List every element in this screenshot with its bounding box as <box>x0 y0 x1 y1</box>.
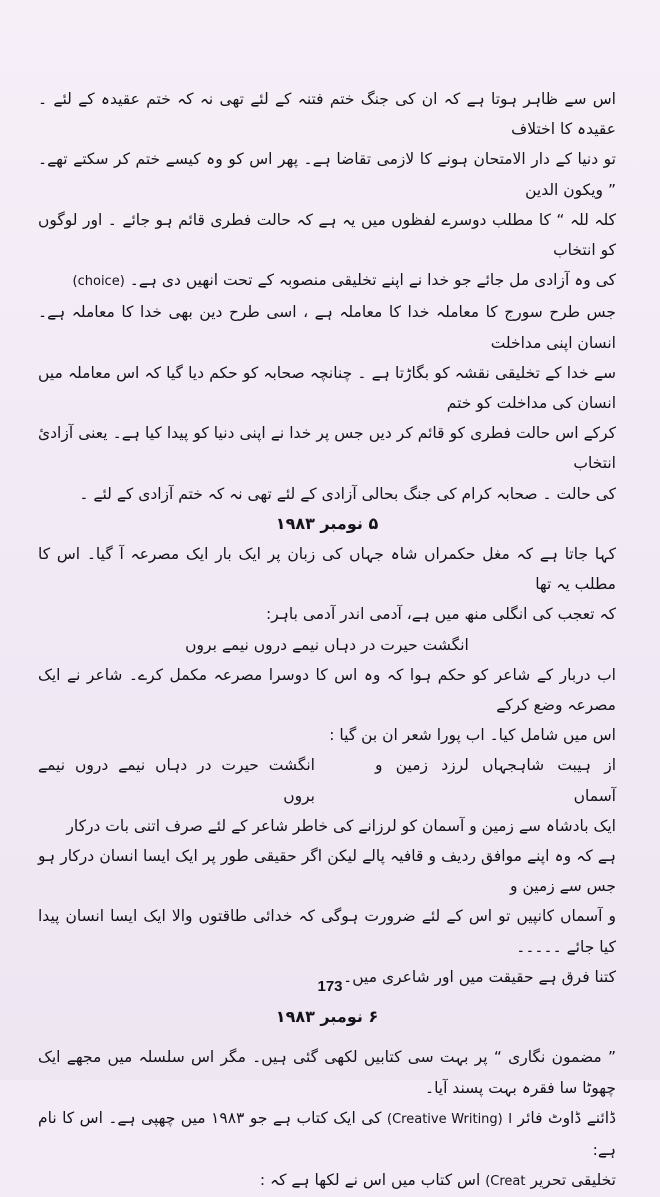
english-term-creative-partial: (Creat <box>485 1174 526 1190</box>
text-line: و آسماں کانپیں تو اس کے لئے ضرورت ہوگی کہ خدائی طاقتوں والا ایک ایسا انسان پیدا کیا جائے ۔۔۔۔۔ <box>38 907 616 956</box>
text-line: اس میں شامل کیا۔ اب پورا شعر ان بن گیا : <box>329 726 616 745</box>
text-line <box>38 1165 616 1197</box>
text-line: اس سے ظاہر ہوتا ہے کہ ان کی جنگ ختم فتنہ کے لئے تھی نہ کہ ختم عقیدہ کے لئے ۔ عقیدہ کا اختلاف <box>38 90 616 139</box>
text-line: کتنا فرق ہے حقیقت میں اور شاعری میں۔ <box>343 967 616 986</box>
text-line: ہے کہ وہ اپنے موافق ردیف و قافیہ پالے لیکن اگر حقیقی طور پر ایک ایسا انسان درکار ہو جس سے زمین و <box>38 847 616 896</box>
text-line: کی حالت ۔ صحابہ کرام کی جنگ بحالی آزادی کے لئے تھی نہ کہ ختم آزادی کے لئے ۔ <box>79 484 616 503</box>
text-line: ” مضمون نگاری “ پر بہت سی کتابیں لکھی گئی ہیں۔ مگر اس سلسلہ میں مجھے ایک چھوٹا سا فقرہ بہت پسند آیا۔ <box>38 1048 616 1097</box>
diary-date: ۶ نومبر ۱۹۸۳ <box>275 1007 379 1027</box>
english-term-choice: (choice) <box>72 274 125 290</box>
text-line: ایک بادشاہ سے زمین و آسمان کو لرزانے کی خاطر شاعر کے لئے صرف اتنی بات درکار <box>66 816 616 835</box>
english-term-creative-writing: (Creative Writing) <box>387 1111 503 1127</box>
couplet-first-hemistich: از ہیبت شاہجہاں لرزد زمین و آسماں <box>375 756 616 805</box>
urdu-text: تخلیقی تحریر <box>530 1171 616 1190</box>
couplet-second-hemistich: انگشت حیرت در دہاں نیمے دروں نیمے بروں <box>38 756 315 805</box>
urdu-text: کی ایک کتاب ہے جو ۱۹۸۳ میں چھپی ہے۔ اس کا نام ہے: <box>38 1108 616 1159</box>
diary-entry-2 <box>38 1042 616 1197</box>
urdu-text: اس کتاب میں اس نے لکھا ہے کہ : <box>259 1171 481 1190</box>
text-line: کہا جاتا ہے کہ مغل حکمراں شاہ جہاں کی زبان پر ایک بار ایک مصرعہ آ گیا۔ اس کا مطلب یہ تھا <box>38 545 616 594</box>
diary-entry-1 <box>38 539 616 992</box>
text-line: اب دربار کے شاعر کو حکم ہوا کہ وہ اس کا دوسرا مصرعہ مکمل کرے۔ شاعر نے ایک مصرعہ وضع کرکے <box>38 665 616 715</box>
urdu-text: کی وہ آزادی مل جائے جو خدا نے اپنے تخلیقی منصوبہ کے تحت انھیں دی ہے۔ <box>129 271 616 290</box>
page-number: 173 <box>317 978 343 995</box>
text-line: تو دنیا کے دار الامتحان ہونے کا لازمی تقاضا ہے۔ پھر اس کو وہ کیسے ختم کر سکتے تھے۔ ” ویکون الدین <box>38 150 616 199</box>
diary-date: ۵ نومبر ۱۹۸۳ <box>275 513 379 533</box>
text-line: کلہ للہ “ کا مطلب دوسرے لفظوں میں یہ ہے کہ حالت فطری قائم ہو جائے ۔ اور لوگوں کو انتخاب <box>38 210 616 260</box>
spacer <box>38 1032 616 1042</box>
couplet <box>38 750 616 810</box>
urdu-text: ڈائنے ڈاوٹ فائر <box>517 1108 617 1127</box>
marker-text: I <box>508 1111 513 1127</box>
text-line: کرکے اس حالت فطری کو قائم کر دیں جس پر خدا نے اپنی دنیا کو پیدا کیا ہے۔ یعنی آزادیٔ انتخاب <box>38 424 616 473</box>
text-line: سے خدا کے تخلیقی نقشہ کو بگاڑتا ہے ۔ چنانچہ صحابہ کو حکم دیا گیا کہ اس معاملہ میں انسان کی مداخلت کو ختم <box>38 363 616 413</box>
paragraph-1 <box>38 84 616 297</box>
text-line <box>38 265 616 297</box>
verse-line: انگشت حیرت در دہاں نیمے دروں نیمے بروں <box>185 635 469 654</box>
paragraph-2 <box>38 297 616 508</box>
text-line <box>38 1103 616 1165</box>
text-line: کہ تعجب کی انگلی منھ میں ہے، آدمی اندر آدمی باہر: <box>266 605 616 624</box>
text-line: جس طرح سورج کا معاملہ خدا کا معاملہ ہے ، اسی طرح دین بھی خدا کا معاملہ ہے۔ انسان اپنی مداخلت <box>38 303 616 352</box>
page-body <box>38 84 616 1197</box>
